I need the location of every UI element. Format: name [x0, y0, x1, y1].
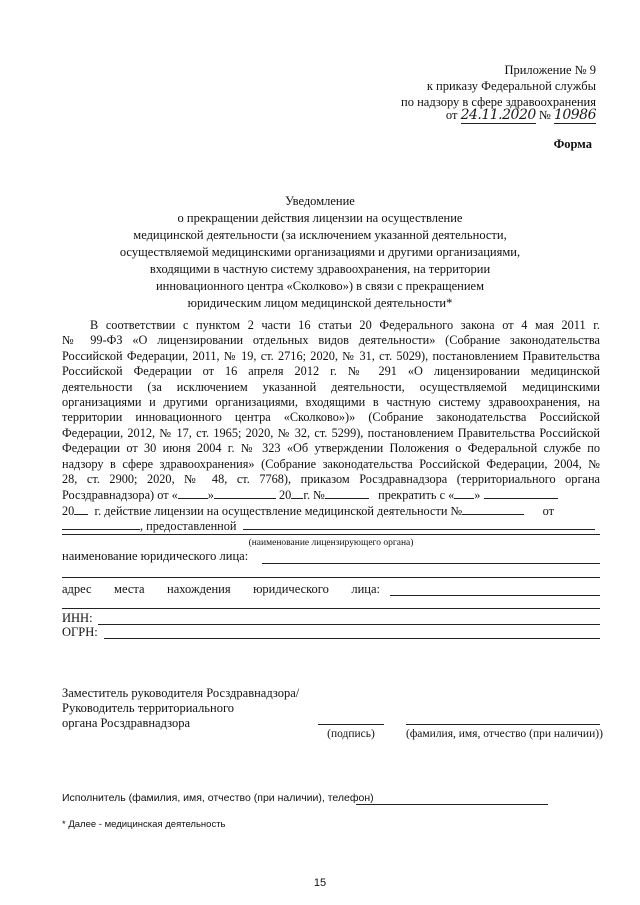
signature-field[interactable] [318, 724, 384, 725]
address-label [62, 582, 380, 597]
form-label: Форма [553, 137, 592, 151]
body-line: Федерации от 30 июня 2004 г. № 323 «Об утверждении Положения о Федеральной службе по [62, 441, 600, 456]
body-line: 28, ст. 2900; 2020, № 48, ст. 7768), приказом Росздравнадзора (территориального органа [62, 471, 600, 486]
title-line: инновационного центра «Сколково») в связи с прекращением [155, 279, 484, 293]
notice-title [60, 193, 580, 312]
number-prefix: № [538, 108, 551, 122]
inn-field[interactable] [98, 624, 600, 625]
footnote: * Далее - медицинская деятельность [62, 819, 226, 830]
body-line: № 99-ФЗ «О лицензировании отдельных видов деятельности» (Собрание законодательства [62, 333, 600, 348]
notice-body [62, 318, 600, 533]
title-line: о прекращении действия лицензии на осуществление [177, 211, 463, 225]
license-date-blank[interactable] [62, 518, 140, 530]
date-prefix: от [445, 108, 458, 122]
text-fragment: 20 [62, 503, 75, 518]
full-name-caption: (фамилия, имя, отчество (при наличии)) [406, 728, 603, 740]
organ-caption: (наименование лицензирующего органа) [248, 538, 414, 548]
body-line: надзору в сфере здравоохранения» (Собрание законодательства Российской Федерации, 2004, № [62, 456, 600, 471]
title-line: Уведомление [285, 194, 355, 208]
stop-year-blank[interactable] [74, 503, 88, 515]
body-line: Российской Федерации, 2011, № 19, ст. 2716; 2020, № 31, ст. 5029), постановлением Правительства [62, 348, 600, 363]
entity-name-field-2[interactable] [62, 577, 600, 578]
body-line: В соответствии с пунктом 2 части 16 статьи 20 Федерального закона от 4 мая 2011 г. [90, 318, 600, 332]
order-details-line [62, 487, 600, 502]
order-reference: к приказу Федеральной службы [426, 79, 596, 93]
year-blank[interactable] [291, 487, 303, 499]
signatory-line: Руководитель территориального [62, 701, 235, 715]
body-line: Федерации, 2012, № 17, ст. 1965; 2020, № 32, ст. 5299), постановлением Правительства Российской [62, 425, 600, 440]
entity-name-label: наименование юридического лица: [62, 549, 249, 563]
text-fragment: г. действие лицензии на осуществление медицинской деятельности № [94, 503, 463, 518]
address-field-2[interactable] [62, 608, 600, 609]
signature-caption: (подпись) [327, 728, 375, 740]
signatory-line: органа Росздравнадзора [62, 716, 191, 730]
body-line: территории инновационного центра «Сколково»)» (Собрание законодательства Российской [62, 410, 600, 425]
stop-day-blank[interactable] [454, 487, 474, 499]
stop-month-blank[interactable] [484, 487, 558, 499]
license-number-blank[interactable] [462, 503, 524, 515]
address-word: адрес [62, 582, 92, 596]
body-line: Российской Федерации от 16 апреля 2012 г. № 291 «О лицензировании медицинской [62, 364, 600, 379]
address-field[interactable] [390, 595, 600, 596]
full-name-field[interactable] [406, 724, 600, 725]
text-fragment: от [542, 503, 555, 518]
text-fragment: , предоставленной [140, 519, 237, 534]
organ-line[interactable] [62, 534, 600, 535]
appendix-number: Приложение № 9 [504, 63, 596, 77]
text-fragment: 20 [279, 488, 292, 503]
text-fragment: Росздравнадзора) от « [62, 488, 178, 503]
title-line: медицинской деятельности (за исключением указанной деятельности, [133, 228, 507, 242]
text-fragment: » [474, 488, 481, 503]
handwritten-number: 10986 [553, 107, 596, 123]
inn-label: ИНН: [62, 611, 93, 625]
granted-by-line [62, 518, 600, 533]
signatory-title [62, 686, 299, 731]
body-line: организациями и другими организациями, входящими в частную систему здравоохранения, на [62, 394, 600, 409]
executor-label: Исполнитель (фамилия, имя, отчество (при наличии), телефон) [62, 792, 374, 804]
day-blank[interactable] [178, 487, 208, 499]
title-line: входящими в частную систему здравоохранения, на территории [149, 262, 491, 276]
ogrn-label: ОГРН: [62, 625, 98, 639]
page-number: 15 [313, 877, 327, 889]
address-word: лица: [351, 582, 380, 596]
license-line [62, 503, 600, 518]
address-word: места [114, 582, 145, 596]
agency-name: по надзору в сфере здравоохранения [401, 95, 596, 109]
signatory-line: Заместитель руководителя Росздравнадзора/ [62, 686, 300, 700]
body-line: деятельности (за исключением указанной деятельности, осуществляемой медицинскими [62, 379, 600, 394]
address-word: юридического [253, 582, 329, 596]
order-number-blank[interactable] [325, 487, 369, 499]
entity-name-field[interactable] [262, 563, 600, 564]
order-date-line [446, 107, 596, 123]
title-line: осуществляемой медицинскими организациями и другими организациями, [119, 245, 521, 259]
organ-blank[interactable] [243, 518, 595, 530]
title-line: юридическим лицом медицинской деятельности* [187, 296, 453, 310]
executor-field[interactable] [356, 804, 548, 805]
month-blank[interactable] [214, 487, 276, 499]
address-word: нахождения [167, 582, 231, 596]
ogrn-field[interactable] [104, 638, 600, 639]
text-fragment: » [207, 488, 214, 503]
handwritten-date: 24.11.2020 [460, 107, 536, 123]
text-fragment: г. № [303, 488, 325, 503]
text-fragment: прекратить с « [378, 488, 455, 503]
